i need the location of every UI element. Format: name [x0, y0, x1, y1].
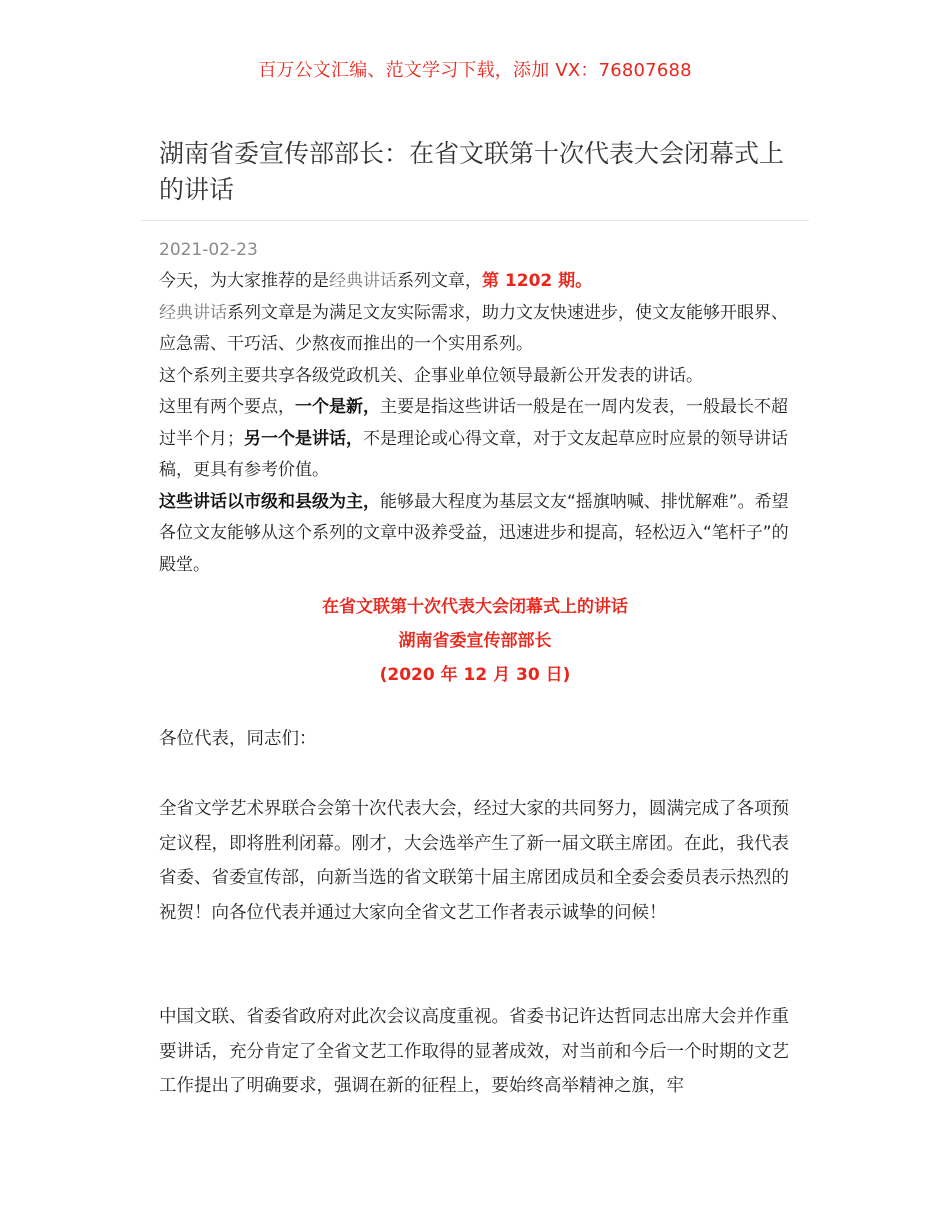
speech-paragraph: 中国文联、省委省政府对此次会议高度重视。省委书记许达哲同志出席大会并作重要讲话，充分肯定了全省文艺工作取得的显著成效，对当前和今后一个时期的文艺工作提出了明确要求，强调在新的征程上，要始终高举精神之旗，牢	[159, 1007, 789, 1096]
intro-text: 这里有两个要点，	[159, 397, 295, 417]
article-title: 湖南省委宣传部部长：在省文联第十次代表大会闭幕式上的讲话	[159, 139, 785, 204]
intro-paragraph	[159, 266, 799, 298]
title-divider	[141, 220, 809, 221]
intro-paragraph	[159, 298, 799, 361]
intro-paragraph	[159, 487, 799, 582]
speech-speaker: 湖南省委宣传部部长	[398, 631, 552, 651]
key-point: 一个是新，	[295, 397, 380, 417]
publish-date: 2021-02-23	[159, 240, 258, 260]
series-name: 经典讲话	[159, 302, 227, 323]
intro-text: 系列文章是为满足文友实际需求，助力文友快速进步，使文友能够开眼界、应急需、干巧活、少熬夜而推出的一个实用系列。	[159, 302, 788, 354]
intro-paragraph: 这个系列主要共享各级党政机关、企事业单位领导最新公开发表的讲话。	[159, 365, 703, 386]
intro-paragraph	[159, 392, 799, 487]
speech-title: 在省文联第十次代表大会闭幕式上的讲话	[322, 597, 628, 617]
download-banner: 百万公文汇编、范文学习下载，添加 VX：76807688	[258, 60, 692, 81]
intro-text: 主要是指这些讲话一般是在一周内发表，一般最长不超过半个月；	[159, 397, 788, 449]
speech-greeting: 各位代表，同志们：	[159, 729, 317, 749]
key-point: 另一个是讲话，	[244, 428, 363, 449]
intro-text: 系列文章，	[397, 271, 482, 291]
intro-text: 不是理论或心得文章，对于文友起草应时应景的领导讲话稿，更具有参考价值。	[159, 428, 788, 480]
speech-date: (2020 年 12 月 30 日)	[379, 665, 571, 685]
series-name: 经典讲话	[329, 271, 397, 291]
intro-text: 今天，为大家推荐的是	[159, 271, 329, 291]
intro-text: 能够最大程度为基层文友“摇旗呐喊、排忧解难”。希望各位文友能够从这个系列的文章中汲养受益，迅速进步和提高，轻松迈入“笔杆子”的殿堂。	[159, 491, 789, 575]
speech-paragraph: 全省文学艺术界联合会第十次代表大会，经过大家的共同努力，圆满完成了各项预定议程，即将胜利闭幕。刚才，大会选举产生了新一届文联主席团。在此，我代表省委、省委宣传部，向新当选的省文联第十届主席团成员和全委会委员表示热烈的祝贺！向各位代表并通过大家向全省文艺工作者表示诚挚的问候！	[159, 799, 789, 923]
key-point: 这些讲话以市级和县级为主，	[159, 491, 380, 512]
speech-heading-block	[159, 590, 791, 692]
issue-number: 第 1202 期。	[482, 271, 593, 291]
series-intro	[159, 266, 799, 581]
